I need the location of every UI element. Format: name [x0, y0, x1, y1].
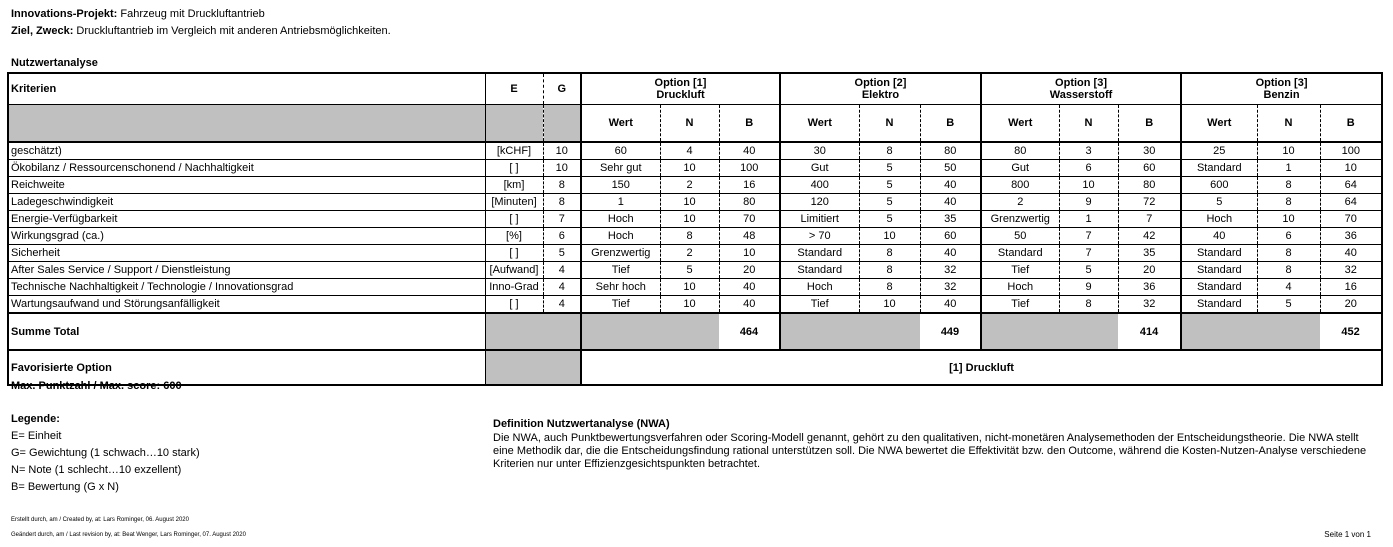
- bewertung-cell: 70: [1320, 211, 1382, 228]
- bewertung-cell: 80: [719, 194, 780, 211]
- project-label: Innovations-Projekt:: [11, 8, 118, 20]
- wert-cell: Sehr gut: [581, 160, 660, 177]
- sum-blank-3: [981, 313, 1118, 350]
- wert-cell: 40: [1181, 228, 1257, 245]
- project-value: Fahrzeug mit Druckluftantrieb: [120, 8, 265, 20]
- sum-value-3: 414: [1118, 313, 1181, 350]
- wert-cell: Sehr hoch: [581, 279, 660, 296]
- note-cell: 10: [660, 160, 719, 177]
- wert-cell: 1: [581, 194, 660, 211]
- bewertung-cell: 20: [1320, 296, 1382, 314]
- page-number: Seite 1 von 1: [1324, 530, 1371, 539]
- note-cell: 9: [1059, 279, 1118, 296]
- bewertung-cell: 40: [920, 177, 981, 194]
- wert-cell: Tief: [981, 262, 1059, 279]
- note-cell: 5: [1257, 296, 1320, 314]
- note-cell: 10: [660, 296, 719, 314]
- criteria-cell: Wartungsaufwand und Störungsanfälligkeit: [8, 296, 485, 314]
- sum-label: Summe Total: [8, 313, 485, 350]
- sum-blank-1: [581, 313, 719, 350]
- note-cell: 2: [660, 245, 719, 262]
- note-cell: 5: [859, 194, 920, 211]
- sub-n-4: N: [1257, 105, 1320, 143]
- weight-header: G: [543, 73, 581, 105]
- note-cell: 3: [1059, 142, 1118, 160]
- note-cell: 8: [859, 142, 920, 160]
- wert-cell: Standard: [780, 245, 859, 262]
- bewertung-cell: 35: [920, 211, 981, 228]
- criteria-cell: Sicherheit: [8, 245, 485, 262]
- bewertung-cell: 16: [719, 177, 780, 194]
- sub-wert-4: Wert: [1181, 105, 1257, 143]
- footer-revised: Geändert durch, am / Last revision by, at: Beat Wenger, Lars Rominger, 07. August 2020: [11, 532, 246, 538]
- table-row: [8, 194, 1382, 211]
- bewertung-cell: 35: [1118, 245, 1181, 262]
- table-row: [8, 296, 1382, 314]
- table-row: [8, 211, 1382, 228]
- note-cell: 2: [660, 177, 719, 194]
- legend-item: G= Gewichtung (1 schwach…10 stark): [11, 447, 200, 459]
- weight-cell: 4: [543, 262, 581, 279]
- nutzwert-table: [7, 72, 1383, 386]
- note-cell: 6: [1257, 228, 1320, 245]
- max-score: Max. Punktzahl / Max. score: 600: [11, 380, 182, 392]
- note-cell: 5: [859, 160, 920, 177]
- wert-cell: 400: [780, 177, 859, 194]
- wert-cell: Standard: [981, 245, 1059, 262]
- wert-cell: 5: [1181, 194, 1257, 211]
- bewertung-cell: 80: [920, 142, 981, 160]
- unit-subheader: [485, 105, 543, 143]
- bewertung-cell: 40: [920, 296, 981, 314]
- table-row: [8, 177, 1382, 194]
- sum-eg-blank: [485, 313, 581, 350]
- wert-cell: Hoch: [1181, 211, 1257, 228]
- criteria-cell: Reichweite: [8, 177, 485, 194]
- note-cell: 10: [859, 228, 920, 245]
- note-cell: 9: [1059, 194, 1118, 211]
- note-cell: 1: [1059, 211, 1118, 228]
- bewertung-cell: 70: [719, 211, 780, 228]
- wert-cell: Hoch: [981, 279, 1059, 296]
- sub-wert-1: Wert: [581, 105, 660, 143]
- sub-wert-3: Wert: [981, 105, 1059, 143]
- wert-cell: Tief: [780, 296, 859, 314]
- sum-blank-4: [1181, 313, 1320, 350]
- goal-line: [11, 25, 391, 37]
- note-cell: 1: [1257, 160, 1320, 177]
- note-cell: 8: [859, 262, 920, 279]
- bewertung-cell: 30: [1118, 142, 1181, 160]
- bewertung-cell: 40: [1320, 245, 1382, 262]
- bewertung-cell: 64: [1320, 177, 1382, 194]
- bewertung-cell: 40: [719, 279, 780, 296]
- weight-cell: 8: [543, 194, 581, 211]
- wert-cell: Gut: [780, 160, 859, 177]
- unit-cell: [%]: [485, 228, 543, 245]
- note-cell: 10: [1257, 142, 1320, 160]
- note-cell: 8: [859, 279, 920, 296]
- wert-cell: 120: [780, 194, 859, 211]
- note-cell: 10: [660, 194, 719, 211]
- unit-cell: Inno-Grad: [485, 279, 543, 296]
- unit-cell: [Aufwand]: [485, 262, 543, 279]
- bewertung-cell: 7: [1118, 211, 1181, 228]
- sum-value-1: 464: [719, 313, 780, 350]
- note-cell: 10: [660, 279, 719, 296]
- bewertung-cell: 20: [1118, 262, 1181, 279]
- unit-cell: [ ]: [485, 296, 543, 314]
- wert-cell: Standard: [1181, 245, 1257, 262]
- note-cell: 5: [1059, 262, 1118, 279]
- bewertung-cell: 20: [719, 262, 780, 279]
- wert-cell: Tief: [581, 262, 660, 279]
- legend-title: Legende:: [11, 413, 60, 425]
- criteria-cell: Ladegeschwindigkeit: [8, 194, 485, 211]
- option-header-1: Option [1] Druckluft: [581, 73, 780, 105]
- wert-cell: Grenzwertig: [581, 245, 660, 262]
- wert-cell: > 70: [780, 228, 859, 245]
- wert-cell: Grenzwertig: [981, 211, 1059, 228]
- wert-cell: Standard: [780, 262, 859, 279]
- weight-cell: 10: [543, 160, 581, 177]
- criteria-subheader: [8, 105, 485, 143]
- wert-cell: Gut: [981, 160, 1059, 177]
- weight-cell: 5: [543, 245, 581, 262]
- bewertung-cell: 10: [1320, 160, 1382, 177]
- wert-cell: 80: [981, 142, 1059, 160]
- criteria-header: Kriterien: [8, 73, 485, 105]
- sub-b-1: B: [719, 105, 780, 143]
- weight-cell: 10: [543, 142, 581, 160]
- bewertung-cell: 60: [920, 228, 981, 245]
- sub-wert-2: Wert: [780, 105, 859, 143]
- bewertung-cell: 32: [1320, 262, 1382, 279]
- bewertung-cell: 40: [920, 245, 981, 262]
- option-header-4: Option [3] Benzin: [1181, 73, 1382, 105]
- table-row: [8, 279, 1382, 296]
- note-cell: 5: [660, 262, 719, 279]
- wert-cell: Hoch: [581, 211, 660, 228]
- note-cell: 4: [660, 142, 719, 160]
- note-cell: 4: [1257, 279, 1320, 296]
- weight-cell: 4: [543, 279, 581, 296]
- bewertung-cell: 40: [719, 296, 780, 314]
- bewertung-cell: 36: [1320, 228, 1382, 245]
- note-cell: 5: [859, 177, 920, 194]
- legend-item: N= Note (1 schlecht…10 exzellent): [11, 464, 182, 476]
- bewertung-cell: 50: [920, 160, 981, 177]
- wert-cell: 600: [1181, 177, 1257, 194]
- note-cell: 7: [1059, 245, 1118, 262]
- wert-cell: 150: [581, 177, 660, 194]
- unit-cell: [kCHF]: [485, 142, 543, 160]
- table-row: [8, 228, 1382, 245]
- wert-cell: Limitiert: [780, 211, 859, 228]
- bewertung-cell: 32: [1118, 296, 1181, 314]
- criteria-cell: Technische Nachhaltigkeit / Technologie / Innovationsgrad: [8, 279, 485, 296]
- weight-cell: 8: [543, 177, 581, 194]
- goal-label: Ziel, Zweck:: [11, 25, 74, 37]
- wert-cell: Tief: [581, 296, 660, 314]
- note-cell: 5: [859, 211, 920, 228]
- bewertung-cell: 42: [1118, 228, 1181, 245]
- criteria-cell: Ökobilanz / Ressourcenschonend / Nachhaltigkeit: [8, 160, 485, 177]
- footer-created: Erstellt durch, am / Created by, at: Lars Rominger, 06. August 2020: [11, 517, 189, 523]
- bewertung-cell: 80: [1118, 177, 1181, 194]
- bewertung-cell: 60: [1118, 160, 1181, 177]
- wert-cell: 50: [981, 228, 1059, 245]
- criteria-cell: geschätzt): [8, 142, 485, 160]
- criteria-cell: Energie-Verfügbarkeit: [8, 211, 485, 228]
- unit-cell: [Minuten]: [485, 194, 543, 211]
- sum-value-2: 449: [920, 313, 981, 350]
- bewertung-cell: 32: [920, 279, 981, 296]
- goal-value: Druckluftantrieb im Vergleich mit anderen Antriebsmöglichkeiten.: [76, 25, 391, 37]
- note-cell: 6: [1059, 160, 1118, 177]
- wert-cell: Standard: [1181, 262, 1257, 279]
- option-header-2: Option [2] Elektro: [780, 73, 981, 105]
- weight-cell: 6: [543, 228, 581, 245]
- bewertung-cell: 100: [1320, 142, 1382, 160]
- sub-n-3: N: [1059, 105, 1118, 143]
- table-row: [8, 262, 1382, 279]
- unit-header: E: [485, 73, 543, 105]
- definition-title: Definition Nutzwertanalyse (NWA): [493, 418, 670, 430]
- wert-cell: 25: [1181, 142, 1257, 160]
- section-title: Nutzwertanalyse: [11, 57, 98, 69]
- favorite-value: [1] Druckluft: [581, 350, 1382, 385]
- wert-cell: Hoch: [581, 228, 660, 245]
- sum-value-4: 452: [1320, 313, 1382, 350]
- bewertung-cell: 64: [1320, 194, 1382, 211]
- note-cell: 8: [1257, 262, 1320, 279]
- note-cell: 10: [859, 296, 920, 314]
- bewertung-cell: 48: [719, 228, 780, 245]
- bewertung-cell: 10: [719, 245, 780, 262]
- wert-cell: Standard: [1181, 296, 1257, 314]
- note-cell: 8: [1059, 296, 1118, 314]
- wert-cell: 2: [981, 194, 1059, 211]
- wert-cell: Standard: [1181, 160, 1257, 177]
- note-cell: 8: [660, 228, 719, 245]
- favorite-label: Favorisierte Option: [8, 350, 485, 385]
- table-row: [8, 245, 1382, 262]
- note-cell: 8: [1257, 245, 1320, 262]
- table-row: [8, 160, 1382, 177]
- bewertung-cell: 40: [719, 142, 780, 160]
- weight-cell: 4: [543, 296, 581, 314]
- wert-cell: Hoch: [780, 279, 859, 296]
- unit-cell: [km]: [485, 177, 543, 194]
- sub-b-2: B: [920, 105, 981, 143]
- bewertung-cell: 40: [920, 194, 981, 211]
- weight-subheader: [543, 105, 581, 143]
- sub-b-3: B: [1118, 105, 1181, 143]
- bewertung-cell: 16: [1320, 279, 1382, 296]
- bewertung-cell: 72: [1118, 194, 1181, 211]
- note-cell: 8: [1257, 194, 1320, 211]
- note-cell: 7: [1059, 228, 1118, 245]
- favorite-eg-blank: [485, 350, 581, 385]
- bewertung-cell: 100: [719, 160, 780, 177]
- table-row: [8, 142, 1382, 160]
- weight-cell: 7: [543, 211, 581, 228]
- wert-cell: 800: [981, 177, 1059, 194]
- sub-b-4: B: [1320, 105, 1382, 143]
- legend-item: B= Bewertung (G x N): [11, 481, 119, 493]
- bewertung-cell: 36: [1118, 279, 1181, 296]
- unit-cell: [ ]: [485, 245, 543, 262]
- note-cell: 8: [859, 245, 920, 262]
- definition-text: Die NWA, auch Punktbewertungsverfahren oder Scoring-Modell genannt, gehört zu den qualitativen, nicht-monetären Analysemethoden der Entscheidungstheorie. Die NWA stellt eine Methodik dar, die die Entscheidungsfindung rational unterstützen soll. Die NWA bewertet die Effektivität bzw. den Outcome, während die Kosten-Nutzen-Analyse verschiedene Kriterien nur unter Effizienzgesichtspunkten betrachtet.: [493, 432, 1367, 470]
- bewertung-cell: 32: [920, 262, 981, 279]
- wert-cell: 60: [581, 142, 660, 160]
- option-header-3: Option [3] Wasserstoff: [981, 73, 1181, 105]
- sub-n-2: N: [859, 105, 920, 143]
- criteria-cell: Wirkungsgrad (ca.): [8, 228, 485, 245]
- criteria-cell: After Sales Service / Support / Dienstleistung: [8, 262, 485, 279]
- legend-item: E= Einheit: [11, 430, 62, 442]
- unit-cell: [ ]: [485, 211, 543, 228]
- project-line: [11, 8, 265, 20]
- note-cell: 10: [660, 211, 719, 228]
- sub-n-1: N: [660, 105, 719, 143]
- wert-cell: 30: [780, 142, 859, 160]
- note-cell: 10: [1059, 177, 1118, 194]
- wert-cell: Standard: [1181, 279, 1257, 296]
- note-cell: 8: [1257, 177, 1320, 194]
- sum-blank-2: [780, 313, 920, 350]
- note-cell: 10: [1257, 211, 1320, 228]
- unit-cell: [ ]: [485, 160, 543, 177]
- wert-cell: Tief: [981, 296, 1059, 314]
